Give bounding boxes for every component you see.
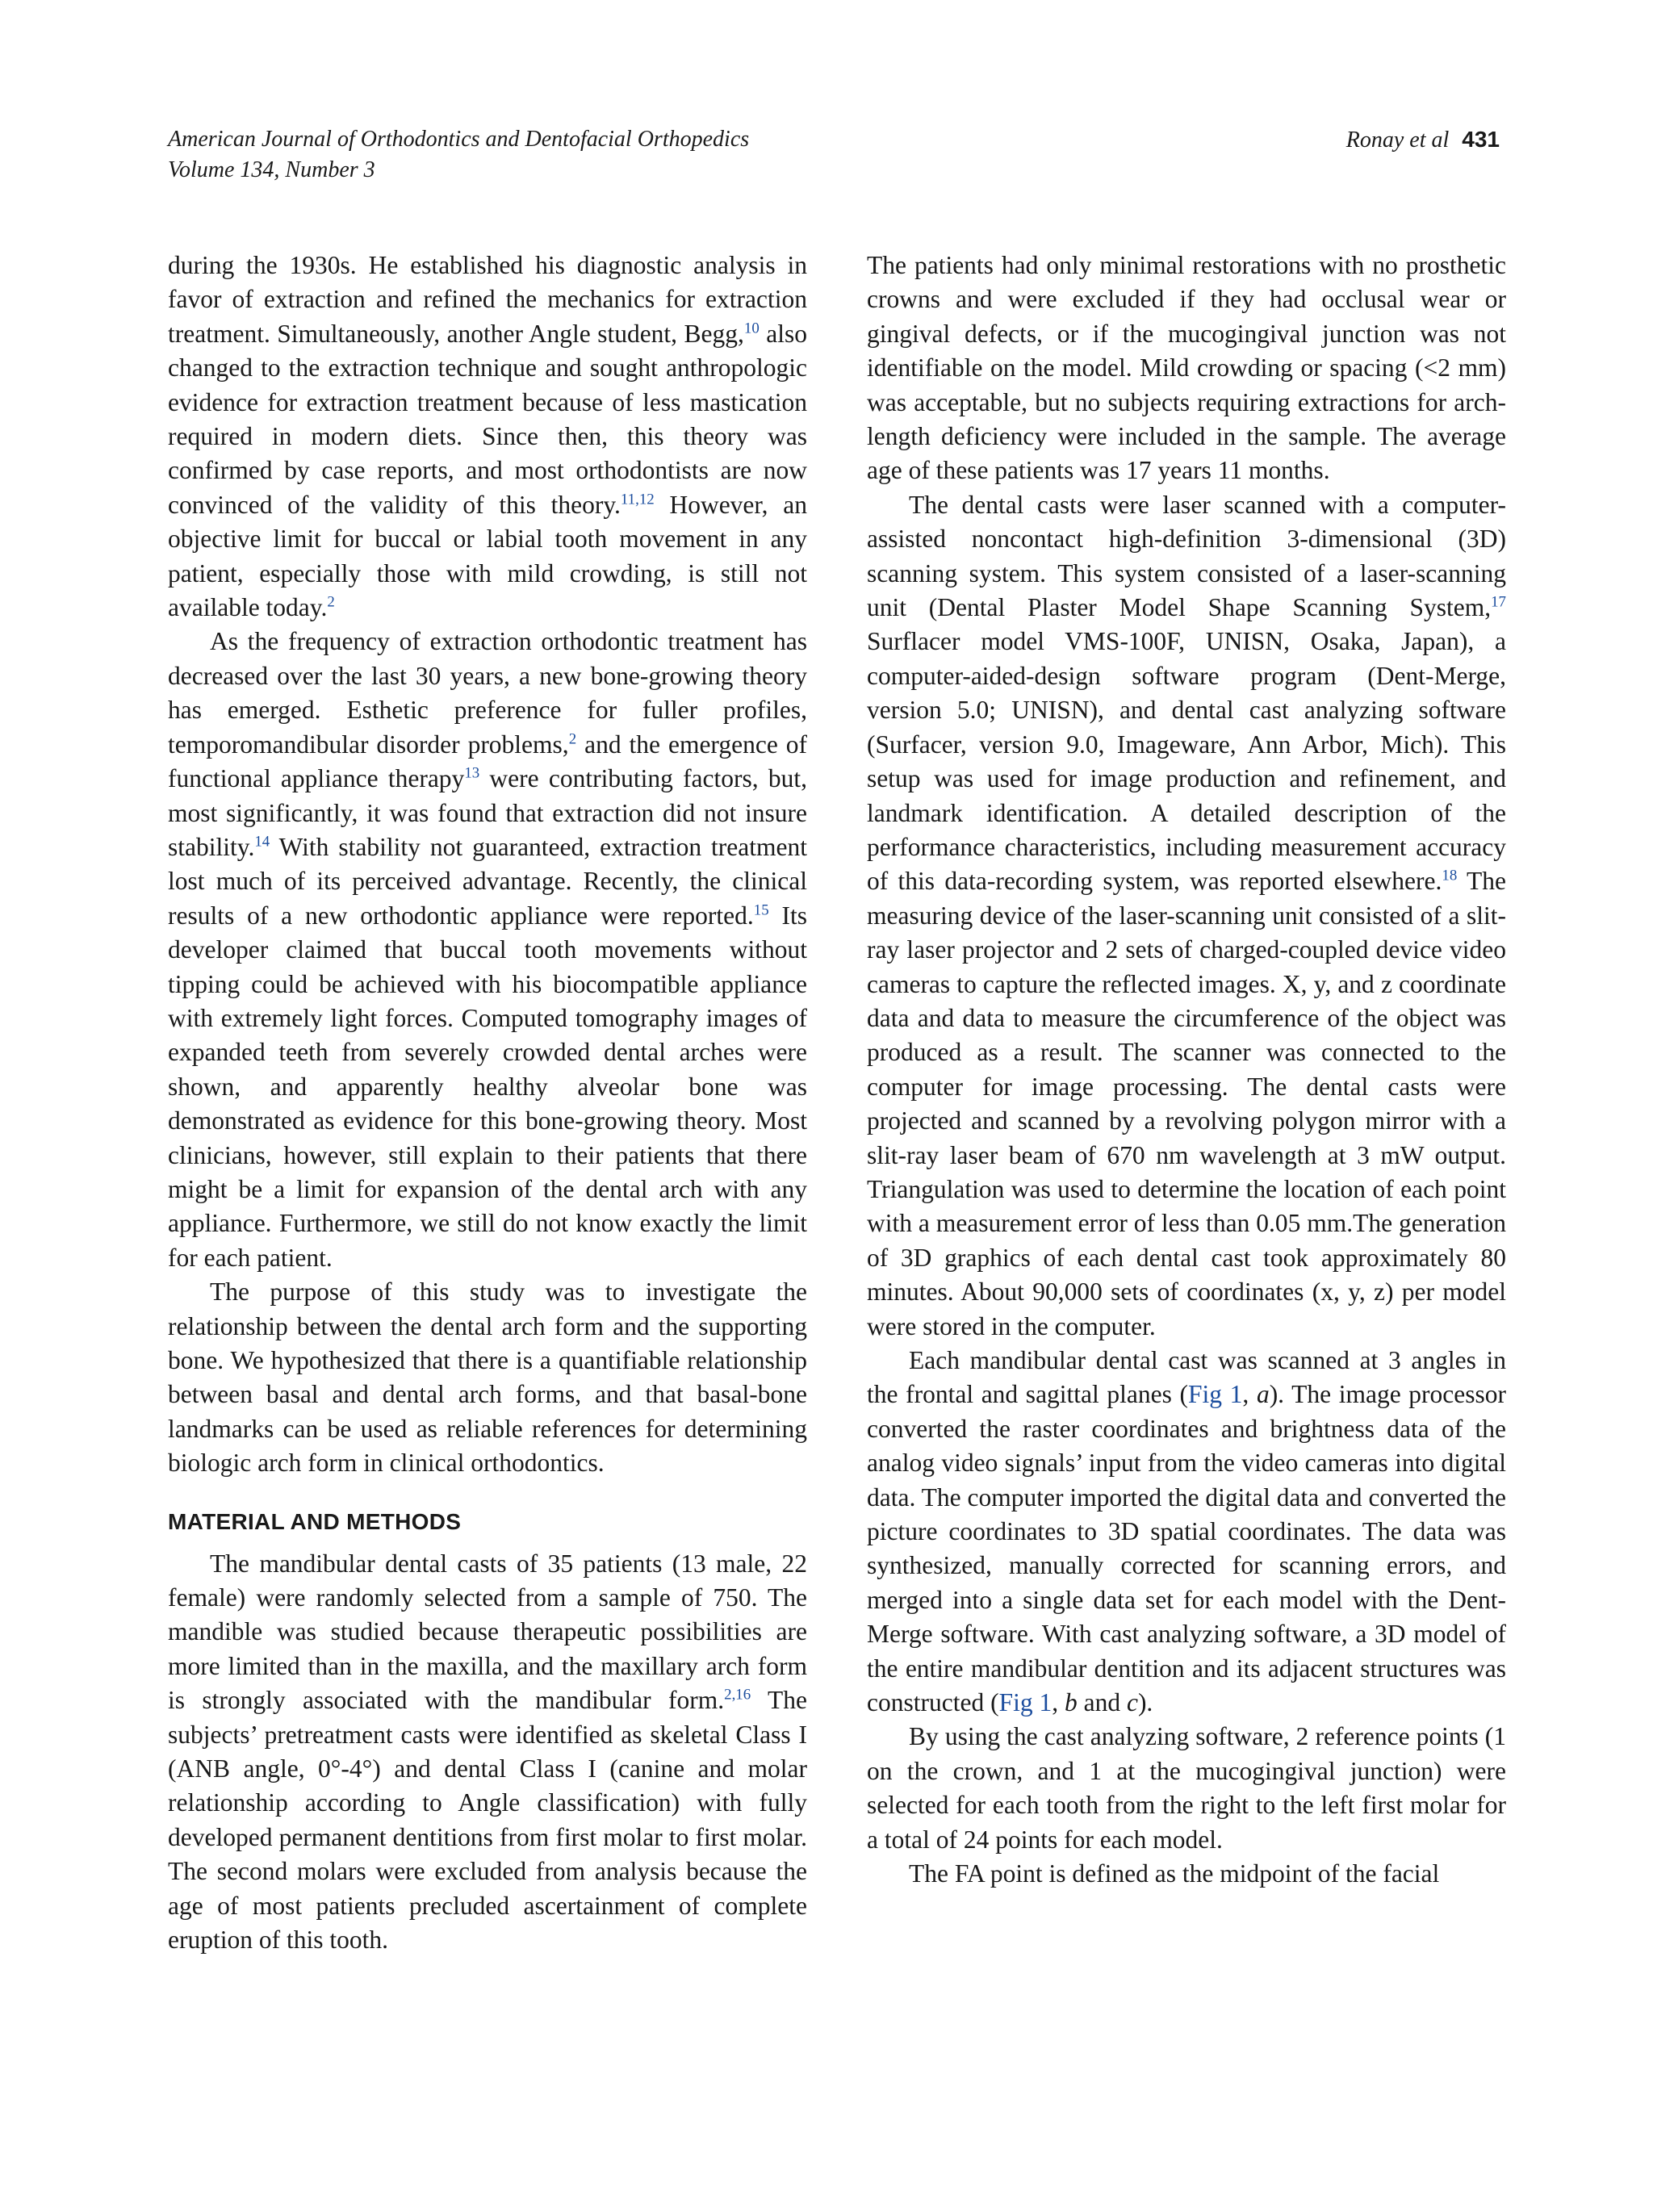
running-header xyxy=(168,124,1500,186)
citation-link[interactable]: 10 xyxy=(743,320,760,337)
citation-link[interactable]: 15 xyxy=(753,901,769,919)
left-column xyxy=(168,249,807,1958)
citation-link[interactable]: 11,12 xyxy=(620,491,655,508)
paragraph-scan-angles: Each mandibular dental cast was scanned at 3 angles in the frontal and sagittal planes (Fig 1, a). The image processor converted the raster coordinates and brightness data of the analog video signals’ input from the video cameras into digital data. The computer imported the digital data and converted the picture coordinates to 3D spatial coordinates. The data was synthesized, manually corrected for scanning errors, and merged into a single data set for each model with the Dent-Merge software. With cast analyzing software, a 3D model of the entire mandibular dentition and its adjacent structures was constructed (Fig 1, b and c). xyxy=(867,1346,1507,1717)
journal-volume: Volume 134, Number 3 xyxy=(168,157,375,182)
paragraph-sample: The mandibular dental casts of 35 patients (13 male, 22 female) were randomly selected from a sample of 750. The mandible was studied because therapeutic possibilities are more limited than in the maxilla, and the maxillary arch form is strongly associated with the mandibular form.$^{2,16}$ The subjects’ pretreatment casts were identified as skeletal Class I (ANB angle, 0°-4°) and dental Class I (canine and molar relationship according to Angle classification) with fully developed permanent dentitions from first molar to first molar. The second molars were excluded from analysis because the age of most patients precluded ascertainment of complete eruption of this tooth. xyxy=(168,1549,808,1955)
figure-link[interactable]: Fig 1 xyxy=(998,1688,1052,1717)
paragraph-fa-point: The FA point is defined as the midpoint of the facial xyxy=(909,1859,1440,1888)
figure-link[interactable]: Fig 1 xyxy=(1188,1380,1243,1409)
citation-link[interactable]: 17 xyxy=(1491,593,1506,611)
paragraph-purpose: The purpose of this study was to investigate the relationship between the dental arch form and the supporting bone. We hypothesized that there is a quantifiable relationship between basal and dental arch forms, and that basal-bone landmarks can be used as reliable references for determining biologic arch form in clinical orthodontics. xyxy=(168,1277,807,1478)
citation-link[interactable]: 14 xyxy=(254,833,270,851)
paragraph-reference-points: By using the cast analyzing software, 2 reference points (1 on the crown, and 1 at the mucogingival junction) were selected for each tooth from the right to the left first molar for a total of 24 points for each model. xyxy=(867,1722,1506,1854)
right-column xyxy=(867,249,1506,1892)
citation-link[interactable]: 2,16 xyxy=(724,1686,751,1704)
paragraph-exclusion: The patients had only minimal restorations with no prosthetic crowns and were excluded if they had occlusal wear or gingival defects, or if the mucogingival junction was not identifiable on the model. Mild crowding or spacing (<2 mm) was acceptable, but no subjects requiring extractions for arch-length deficiency were included in the sample. The average age of these patients was 17 years 11 months. xyxy=(867,251,1506,485)
citation-link[interactable]: 18 xyxy=(1442,867,1458,884)
section-heading: MATERIAL AND METHODS xyxy=(168,1508,462,1534)
paragraph-bone-growing-theory: As the frequency of extraction orthodontic treatment has decreased over the last 30 years, a new bone-growing theory has emerged. Esthetic preference for fuller profiles, temporomandibular disorder problems,$^2$ and the emergence of functional appliance therapy$^{13}$ were contributing factors, but, most significantly, it was found that extraction did not insure stability.$^{14}$ With stability not guaranteed, extraction treatment lost much of its perceived advantage. Recently, the clinical results of a new orthodontic appliance were reported.$^{15}$ Its developer claimed that buccal tooth movements without tipping could be achieved with his biocompatible appliance with extremely light forces. Computed tomography images of expanded teeth from severely crowded dental arches were shown, and apparently healthy alveolar bone was demonstrated as evidence for this bone-growing theory. Most clinicians, however, still explain to their patients that there might be a limit for expansion of the dental arch with any appliance. Furthermore, we still do not know exactly the limit for each patient. xyxy=(168,627,808,1272)
paragraph-scanning-system: The dental casts were laser scanned with a computer-assisted noncontact high-definition 3-dimensional (3D) scanning system. This system consisted of a laser-scanning unit (Dental Plaster Model Shape Scanning System,$^{17}$ Surflacer model VMS-100F, UNISN, Osaka, Japan), a computer-aided-design software program (Dent-Merge, version 5.0; UNISN), and dental cast analyzing software (Surfacer, version 9.0, Imageware, Ann Arbor, Mich). This setup was used for image production and refinement, and landmark identification. A detailed description of the performance characteristics, including measurement accuracy of this data-recording system, was reported elsewhere.$^{18}$ The measuring device of the laser-scanning unit consisted of a slit-ray laser projector and 2 sets of charged-coupled device video cameras to capture the reflected images. X, y, and z coordinate data and data to measure the circumference of the object was produced as a result. The scanner was connected to the computer for image processing. The dental casts were projected and scanned by a revolving polygon mirror with a slit-ray laser beam of 670 nm wavelength at 3 mW output. Triangulation was used to determine the location of each point with a measurement error of less than 0.05 mm.The generation of 3D graphics of each dental cast took approximately 80 minutes. About 90,000 sets of coordinates (x, y, z) per model were stored in the computer. xyxy=(867,490,1506,1340)
citation-link[interactable]: 2 xyxy=(327,593,335,611)
author-page xyxy=(1346,124,1500,156)
page-number: 431 xyxy=(1462,127,1500,152)
citation-link[interactable]: 2 xyxy=(568,730,577,748)
paragraph-history: during the 1930s. He established his diagnostic analysis in favor of extraction and refined the mechanics for extraction treatment. Simultaneously, another Angle student, Begg,$^{10}$ also changed to the extraction technique and sought anthropologic evidence for extraction treatment because of less mastication required in modern diets. Since then, this theory was confirmed by case reports, and most orthodontists are now convinced of the validity of this theory.$^{11,12}$ However, an objective limit for buccal or labial tooth movement in any patient, especially those with mild crowding, is still not available today.$^2$ xyxy=(168,251,808,622)
journal-title: American Journal of Orthodontics and Dentofacial Orthopedics xyxy=(168,127,750,152)
running-authors: Ronay et al xyxy=(1345,128,1450,153)
journal-info xyxy=(168,124,1500,186)
citation-link[interactable]: 13 xyxy=(464,764,480,782)
